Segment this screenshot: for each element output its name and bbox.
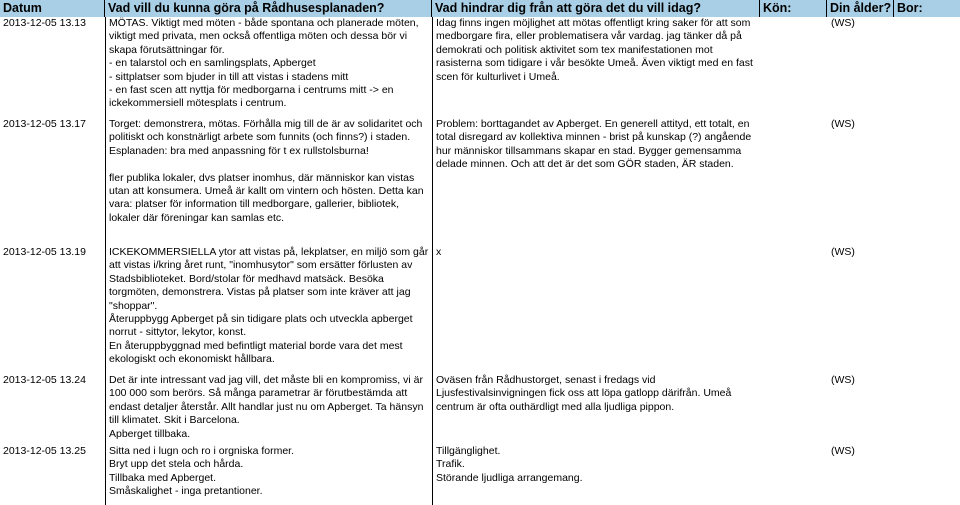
column-header-hindrar[interactable]: Vad hindrar dig från att göra det du vill idag?: [432, 0, 760, 17]
column-header-kon[interactable]: Kön:: [760, 0, 827, 17]
age-cell[interactable]: (WS): [831, 445, 855, 457]
column-header-alder[interactable]: Din ålder?: [827, 0, 894, 17]
date-cell[interactable]: 2013-12-05 13.19: [3, 246, 86, 258]
obstacle-cell[interactable]: Idag finns ingen möjlighet att mötas offentligt kring saker för att som medborgare fira, eller problematisera vår vardag. jag tänker då på demokrati och politisk aktivitet som tex manifestationen mot rasisterna som tidigare i vår besökte Umeå. Även viktigt med en fast scen för kulturlivet i Umeå.: [436, 17, 753, 83]
obstacle-cell[interactable]: Problem: borttagandet av Apberget. En generell attityd, ett totalt, en total disregard av kollektiva minnen - brist på kunskap (?) angående hur människor tillsammans skapar en stad. Bygger gemensamma delade minnen. Och att det är det som GÖR staden, ÄR staden.: [436, 118, 752, 171]
age-cell[interactable]: (WS): [831, 246, 855, 258]
table-row[interactable]: [0, 118, 960, 238]
age-cell[interactable]: (WS): [831, 17, 855, 29]
obstacle-cell[interactable]: Tillgänglighet. Trafik. Störande ljudliga arrangemang.: [436, 445, 583, 484]
date-cell[interactable]: 2013-12-05 13.17: [3, 118, 86, 130]
table-row[interactable]: [0, 445, 960, 505]
want-cell[interactable]: MÖTAS. Viktigt med möten - både spontana och planerade möten, viktigt med privata, men också offentliga möten och dessa bör vi skapa förutsättningar för. - en talarstol och en samlingsplats, Apberget - sittplatser som bjuder in till att vistas i stadens mitt - en fast scen att nyttja för medborgarna i centrums mitt -> en ickekommersiell mötesplats i centrum.: [109, 17, 419, 110]
want-cell[interactable]: Torget: demonstrera, mötas. Förhålla mig till de är av solidaritet och politiskt och konstnärligt arbete som funnits (och finns?) i staden. Esplanaden: bra med anpassning för t ex rullstolsburna! fler publika lokaler, dvs platser inomhus, där människor kan vistas utan att konsumera. Umeå är kallt om vintern och hösten. Detta kan vara: platser för information till medborgare, gallerier, bibliotek, lokaler där föreningar kan samlas etc.: [109, 118, 424, 224]
want-cell[interactable]: Sitta ned i lugn och ro i orgniska former. Bryt upp det stela och hårda. Tillbaka med Apberget. Småskalighet - inga pretantioner.: [109, 445, 295, 498]
obstacle-cell[interactable]: Oväsen från Rådhustorget, senast i fredags vid Ljusfestivalsinvigningen fick oss att löpa gatlopp därifrån. Umeå centrum är ofta outhärdligt med alla ljudliga pippon.: [436, 374, 732, 413]
date-cell[interactable]: 2013-12-05 13.24: [3, 374, 86, 386]
want-cell[interactable]: ICKEKOMMERSIELLA ytor att vistas på, lekplatser, en miljö som går att vistas i/kring året runt, "inomhusytor" som ersätter förlusten av Stadsbiblioteket. Bord/stolar för medhavd matsäck. Besöka torgmöten, demonstrera. Vistas på platser som inte kräver att jag "shoppar". Återuppbygg Apberget på sin tidigare plats och utveckla apberget norrut - sittytor, lekytor, konst. En återuppbyggnad med befintligt material borde vara det mest ekologiskt och ekonomiskt hållbara.: [109, 246, 429, 366]
header-row: [0, 0, 960, 17]
date-cell[interactable]: 2013-12-05 13.13: [3, 17, 86, 29]
column-header-vill[interactable]: Vad vill du kunna göra på Rådhusesplanaden?: [105, 0, 432, 17]
date-cell[interactable]: 2013-12-05 13.25: [3, 445, 86, 457]
column-header-datum[interactable]: Datum: [0, 0, 105, 17]
age-cell[interactable]: (WS): [831, 118, 855, 130]
table-row[interactable]: [0, 17, 960, 117]
age-cell[interactable]: (WS): [831, 374, 855, 386]
table-row[interactable]: [0, 374, 960, 444]
table-row[interactable]: [0, 246, 960, 371]
column-header-bor[interactable]: Bor:: [897, 1, 923, 15]
obstacle-cell[interactable]: x: [436, 246, 442, 258]
want-cell[interactable]: Det är inte intressant vad jag vill, det måste bli en kompromiss, vi är 100 000 som berörs. Så många parametrar är förutbestämda att endast detaljer återstår. Allt handlar just nu om Apberget. Ta hänsyn till klimatet. Skit i Barcelona. Apberget tillbaka.: [109, 374, 424, 440]
